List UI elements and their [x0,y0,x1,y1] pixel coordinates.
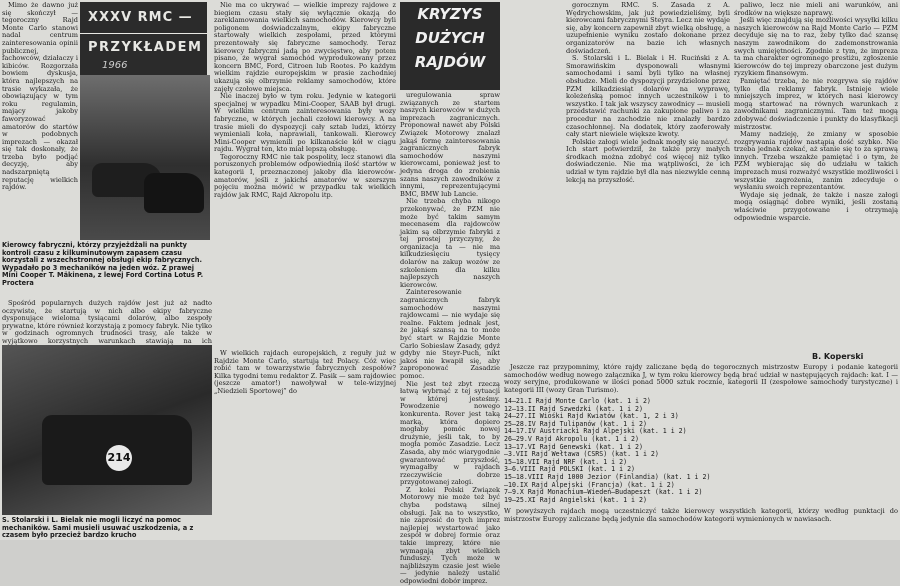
calendar-row: 19—25.XI Rajd Angielski (kat. 1 i 2) [504,495,647,504]
calendar-row: —10.IX Rajd Alpejski (Francja) (kat. 1 i 2) [504,480,675,489]
paragraph: W wielkich rajdach europejskich, z reguły już w Rajdzie Monte Carlo, startują też Polacy. Cóż więc robić tam w towarzystwie fabrycznych zespołów? Kilka tygodni temu redaktor Z. Pasik — sam rajdowiec (jeszcze amator!) nawoływał w tele-wizyjnej „Niedzieli Sportowej” do [214,349,396,395]
paragraph: Zainteresowanie zagranicznych fabryk samochodów naszymi rajdowcami — nie wydaje się realne. Faktem jednak jest, że jakąś szansą na to może być start w Rajdzie Monte Carlo Sobieslaw Zasady, gdyż gdyby nie Steyr-Puch, nikt jakoś nie kwapił się, aby zaproponować Zasadzie pomoc. [400,288,500,380]
column-2-lower [214,350,396,538]
header-line-2: PRZYKŁADEM [88,40,203,55]
rally-photo-2 [2,345,212,515]
paragraph: gorocznym RMC. S. Zasada z A. Wędrychowskim, jak już powiedzieliśmy, byli kierowcami fabrycznymi Steyra. Lecz nie wydaje się, aby koncern zapewnił zbyt wielką obsługę, a uzupełnienie wyniku zostało dokonane przez organizatorów na bazie ich własnych doświadczeń. [566,1,730,55]
header-line-1: XXXV RMC — [88,10,193,25]
calendar-row: 7—9.X Rajd Monachium—Wiedeń—Budapeszt (kat. 1 i 2) [504,488,703,497]
paragraph: Spośród popularnych dużych rajdów jest już aż nadto oczywiste, że startują w nich albo ekipy fabryczne dysponujące wieloma tysiącami dolarów, albo zespoły prywatne, które również korzystają z pomocy fabryk. Nie tylko w godzinach ogromnych trudności trasy, ale także w wyjątkowo korzystnych warunkach stawiają na ich [2,299,212,345]
paragraph: Jeśli więc znajdują się możliwości wysyłki kilku naszych kierowców na Rajd Monte Carlo — PZM decyduje się na to raz, żeby tylko dać szansę naszym zawodnikom do zademonstrowania swych umiejętności. Zgodnie z tym, że impreza ta ma charakter ogromnego prestiżu, zgłoszenie kierowców do tej imprezy obarczone jest dużym ryzykiem finansowym. [734,16,898,78]
calendar-intro: Jeszcze raz przypomnimy, które rajdy zaliczane będą do tegorocznych mistrzostw Europy i podanie kategorii samochodów według nowego załącznika J, w tym roku kierowcy będą brać udział w następujących rajdach: kat. I — wozy seryjne, produkowane w ilości ponad 5000 sztuk rocznie, kategorii II (zespołowe samochody turystyczne) i kategorii III (wozy Gran Turismo). [504,363,898,394]
photo-caption-1: Kierowcy fabryczni, którzy przyjeżdżali na punkty kontroli czasu z kilkuminutowym zapasem czasu korzystali z wszechstronnej obsługi ekip fabrycznych. Wypadało po 3 mechaników na jeden wóz. Z prawej Mini Cooper T. Mäkinena, z lewej Ford Cortina Lotus P. Proctera [2,241,204,287]
paragraph: Nie ma co ukrywać — wielkie imprezy rajdowe z biegiem czasu stały się wyłącznie okazją do zareklamowania wielkich samochodów. Kierowcy byli poligonem doświadczalnym, ekipy fabryczne startowały wielkich zespołami, przed którymi prezentowały się fabryczne samochody. Teraz kierowcy fabryczni jadą po zwycięstwo, aby potem pisano, że wygrał samochód wyprodukowany przez koncern BMC, Ford, Citroen lub Rootes. Po każdym wielkim rajdzie europejskim w prasie zachodniej ukazują się olbrzymie reklamy samochodów, które zajęły czołowe miejsca. [214,1,396,93]
title-line-3: RAJDÓW [414,53,486,71]
paragraph: Z kolei Polski Związek Motorowy nie może też być chyba podstawą silnej obsługi. Jak na to wszystko, nie zaprosić do tych imprez najlepiej wystartować jako zespół w dobrej formie oraz takie imprezy, które nie wymagają zbyt wielkich funduszy. Tych może w najbliższym czasie jest wiele — jedynie należy ustalić odpowiedni dobór imprez. [400,485,500,585]
column-2 [214,2,396,347]
calendar-row: 26—29.V Rajd Akropolu (kat. 1 i 2) [504,434,639,443]
column-1-lower [2,300,212,344]
paragraph: Tegoroczny RMC nie tak pospolity, lecz stanowi dla poruszonych problemów odpowiednią ilość startów w kategorii I, przeznaczonej jakoby dla kierowców-amatorów, jeśli z jakichś amatorów w szerszym pojęciu można mówić w przypadku tak wielkich rajdów jak RMC, Rajd Akropolu itp. [214,152,396,199]
article-title [400,2,500,90]
calendar-row: 15—18.VIII Rajd 1000 Jezior (Finlandia) (kat. 1 i 2) [504,472,711,481]
paragraph: Nie jest też zbyt rzeczą łatwą wybrnąć z tej sytuacji w której jesteśmy. Powodzenie nowego konkurenta. Rover jest taką marką, która dopiero mogłaby pomóc nowej drużynie, jeśli tak, to by mogła pomóc Zasadzie. Lecz Zasada, aby móc wiarygodnie gwarantować przyszłość, wymagałby w rajdach rzeczywiście dobrze przygotowanej załogi. [400,379,500,487]
paragraph: Mimo że dawno już się skończył — tegoroczny Rajd Monte Carlo stanowi nadal centrum zainteresowania opinii publicznej, fachowców, działaczy i kibiców. Rozgorzała bowiem dyskusja, która najlepszych na trasie wykazała, że obowiązujący w tym roku regulamin, mający jakoby faworyzować amatorów do startów w podobnych imprezach — okazał się tak doskonały, że trzeba było podjąć decyzję, aby nadszarpniętą reputację wielkich rajdów. [2,1,78,192]
column-3 [400,91,500,585]
calendar-row: 3—6.VIII Rajd POLSKI (kat. 1 i 2) [504,465,636,474]
calendar-outro: W powyższych rajdach mogą uczestniczyć także kierowcy wszystkich kategorii, którzy według punktacji do mistrzostw Europy zaliczane będą jedynie dla samochodów kategorii wymienionych w nawiasach. [504,507,898,523]
rally-number-plate: 214 [106,445,132,471]
calendar-row: 15—18.VII Rajd NRF (kat. 1 i 2) [504,457,628,466]
author-signature: B. Koperski [812,352,864,361]
calendar-row: 24—27.II Wiośki Rajd Kwiatów (kat. 1, 2 i 3) [504,412,679,421]
paragraph: Mamy nadzieję, że zmiany w sposobie rozgrywania rajdów nastąpią dość szybko. Nie trzeba jednak czekać, aż stanie się to za sprawą innych. Trzeba wszakże pamiętać i o tym, że PZM wybierając się do udziału w takich imprezach musi rozważyć wszystkie możliwości i wszystkie zagrożenia, zanim zdecyduje o wysłaniu swoich reprezentantów. [734,130,898,192]
paragraph: Polskie załogi wiele jednak mogły się nauczyć. Ich start potwierdził, że także przy małych środkach można zdobyć coś więcej niż tylko doświadczenie. Nie ma wątpliwości, że ich udział w tym rajdzie był dla nas niezwykle cenną lekcją na przyszłość. [566,137,730,184]
photo-caption-2: S. Stolarski i L. Bielak nie mogli liczyć na pomoc mechaników. Sami musieli usuwać uszkodzenia, a z czasem było przecież bardzo krucho [2,516,194,540]
calendar-row: 12—13.II Rajd Szwedzki (kat. 1 i 2) [504,404,643,413]
paragraph: paliwo, lecz nie mieli ani warunków, ani środków na większe naprawy. [734,1,898,17]
paragraph: Nie trzeba chyba nikogo przekonywać, że PZM nie może być takim samym mecenasem dla rajdowców jakim są olbrzymie fabryki z tej prostej przyczyny, że organizacja ta — nie ma kilkudziesięciu tysięcy dolarów na zakup wozów ze szkoleniem dla kilku najlepszych naszych kierowców. [400,197,500,289]
title-line-2: DUŻYCH [415,29,485,47]
title-line-1: KRYZYS [417,5,483,23]
calendar-row: 13—17.VI Rajd Genewski (kat. 1 i 2) [504,442,643,451]
paragraph: Nie inaczej było w tym roku. Jedynie w kategorii specjalnej w wypadku Mini-Cooper, SAAB był drugi. W wielkim centrum zainteresowania były wozy fabryczne, w których jechali czołowi kierowcy. A na trasie mieli do dyspozycji cały sztab ludzi, którzy wymieniali koła, naprawiali, tankowali. Kierowcy Mini-Cooper wymienili po kilkanaście kół w ciągu rajdu. Wygrał ten, kto miał lepszą obsługę. [214,92,396,154]
section-header [80,2,207,75]
rally-calendar [504,398,898,504]
paragraph: uregulowania spraw związanych ze startem naszych kierowców w dużych imprezach zagranicznych. Proponował nawet aby Polski Związek Motorowy znalazł jakąś formę zainteresowania zagranicznych fabryk samochodów naszymi kierowcami, ponieważ jest to jedyna droga do zrobienia szans naszych zawodników z innymi, reprezentującymi BMC, BMW lub Lancie. [400,91,500,198]
column-1 [2,2,78,240]
rally-photo-1 [80,75,210,240]
header-divider [80,33,207,34]
calendar-row: 14—21.I Rajd Monte Carlo (kat. 1 i 2) [504,397,651,405]
column-4 [566,2,730,380]
column-5 [734,2,898,348]
calendar-row: 25—28.IV Rajd Tulipanów (kat. 1 i 2) [504,419,647,428]
paragraph: Wydaje się jednak, że także i nasze załogi mogą osiągnąć dobre wyniki, jeśli zostaną właściwie przygotowane i otrzymają odpowiednie wsparcie. [734,190,898,222]
calendar-row: —3.VII Rajd Wełtawa (CSRS) (kat. 1 i 2) [504,450,659,459]
car-silhouette [144,173,204,213]
calendar-row: 14—17.IV Austriacki Rajd Alpejski (kat. 1 i 2) [504,427,687,436]
paragraph: S. Stolarski i L. Bielak i H. Ruciński z A. Smorawińskim dysponowali własnymi samochodami i sami byli tylko na własnej obsłudze. Mieli do dyspozycji przydzielone przez PZM kilkadziesiąt dolarów na wyprawę, koleżeńską pomoc innych uczestników i to wszystko. I tak jak wszyscy zawodnicy — musieli przedstawić rachunki za zakupione paliwo i za procedur na zachodzie nie znalazły bardzo czasochłonnej. Na dodatek, który zaoferowały cały start niewiele większe kwoty. [566,54,730,139]
handwritten-year: 1966 [102,60,128,71]
paragraph: Pamiętać trzeba, że nie rozgrywa się rajdów tylko dla reklamy fabryk. Istnieje wiele mniejszych imprez, w których nasi kierowcy mogą startować na równych warunkach z zawodnikami zagranicznymi. Tam też mogą zdobywać doświadczenie i punkty do klasyfikacji mistrzostw. [734,76,898,131]
